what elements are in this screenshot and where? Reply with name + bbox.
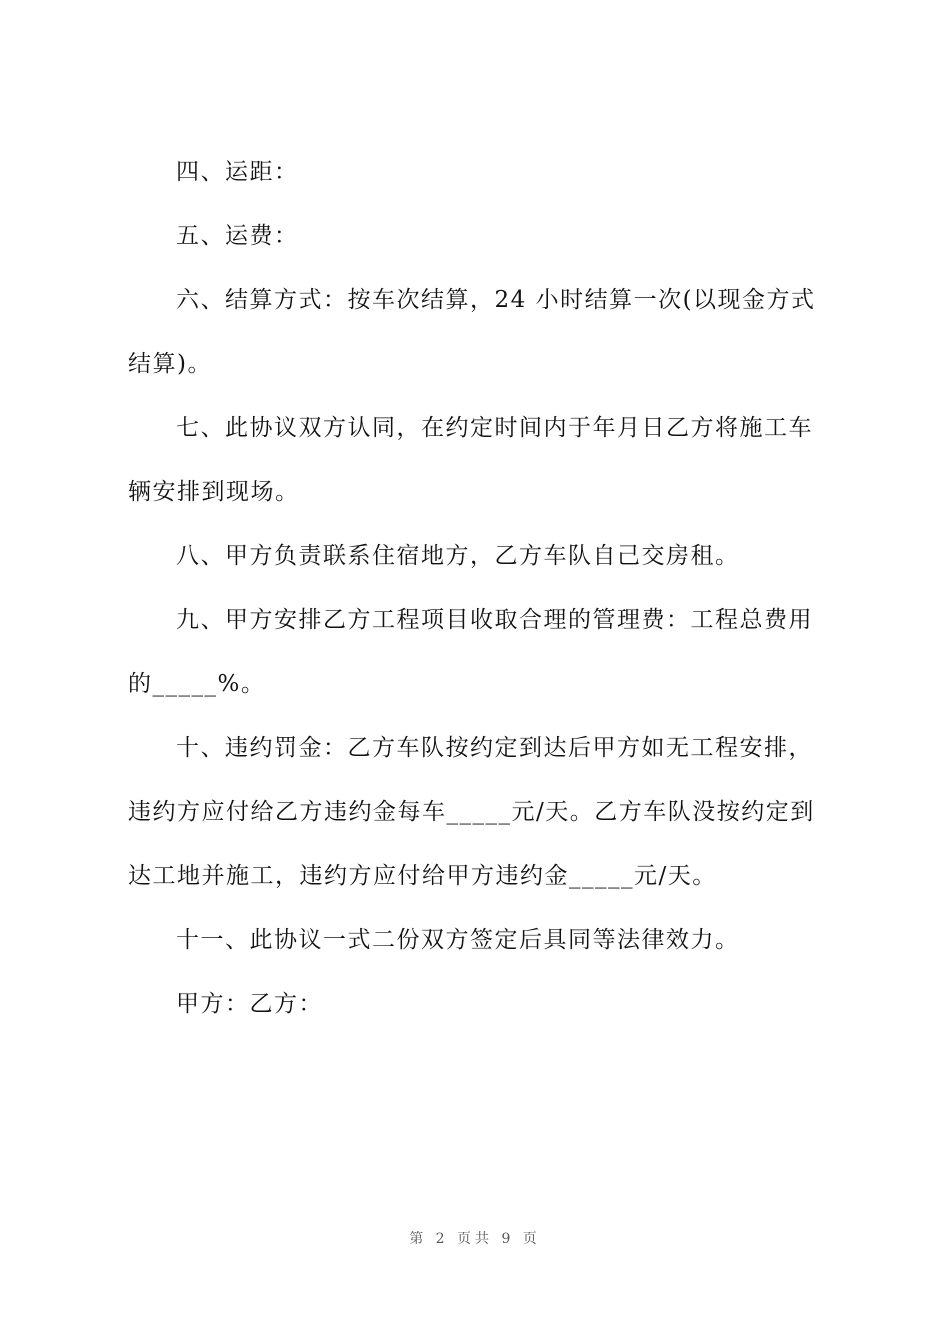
signature-parties: 甲方：乙方： — [176, 991, 323, 1017]
clause-freight: 五、运费： — [176, 223, 299, 249]
clause-penalty-cont-2: 达工地并施工，违约方应付给甲方违约金_____元/天。 — [128, 863, 717, 889]
clause-penalty: 十、违约罚金：乙方车队按约定到达后甲方如无工程安排， — [176, 735, 813, 761]
clause-settlement-cont: 结算)。 — [128, 351, 212, 377]
clause-distance: 四、运距： — [176, 159, 299, 185]
clause-penalty-cont-1: 违约方应付给乙方违约金每车_____元/天。乙方车队没按约定到 — [128, 799, 815, 825]
clause-copies: 十一、此协议一式二份双方签定后具同等法律效力。 — [176, 927, 740, 953]
clause-management-fee: 九、甲方安排乙方工程项目收取合理的管理费：工程总费用 — [176, 607, 813, 633]
document-body — [128, 140, 840, 1036]
clause-settlement: 六、结算方式：按车次结算，24 小时结算一次(以现金方式 — [176, 287, 816, 313]
clause-management-fee-cont: 的_____%。 — [128, 671, 266, 697]
page-number-footer: 第 2 页共 9 页 — [409, 1231, 541, 1247]
clause-accommodation: 八、甲方负责联系住宿地方，乙方车队自己交房租。 — [176, 543, 740, 569]
clause-agreement: 七、此协议双方认同，在约定时间内于年月日乙方将施工车 — [176, 415, 813, 441]
clause-agreement-cont: 辆安排到现场。 — [128, 479, 300, 505]
